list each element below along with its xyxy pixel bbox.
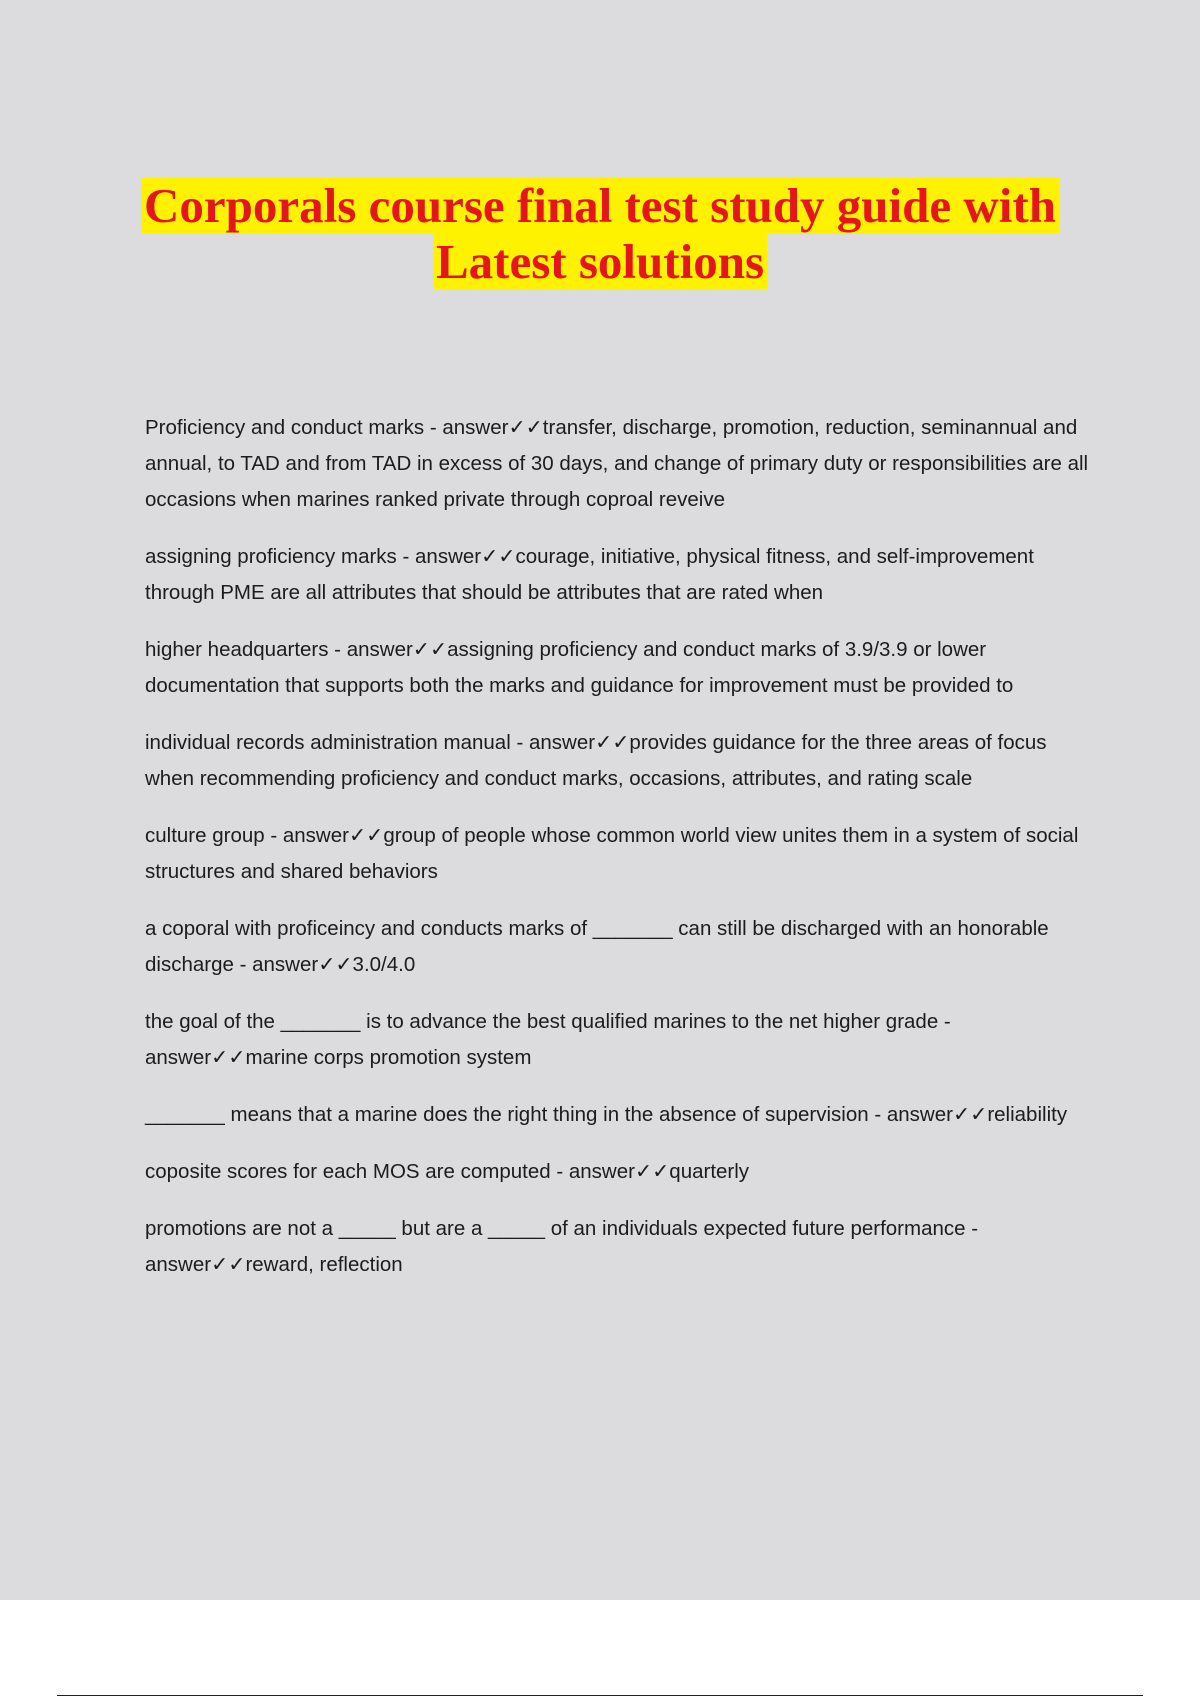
- qa-paragraph-1: Proficiency and conduct marks - answer✓✓transfer, discharge, promotion, reduction, seminannual and annual, to TAD and from TAD in excess of 30 days, and change of primary duty or responsibilities are all occasions when marines ranked private through coproal reveive: [145, 416, 1089, 511]
- footer-divider: [57, 1695, 1143, 1696]
- qa-paragraph-4: individual records administration manual - answer✓✓provides guidance for the three areas of focus when recommending proficiency and conduct marks, occasions, attributes, and rating scale: [145, 731, 1047, 790]
- qa-paragraph-2: assigning proficiency marks - answer✓✓courage, initiative, physical fitness, and self-improvement through PME are all attributes that should be attributes that are rated when: [145, 545, 1034, 604]
- qa-paragraph-10: promotions are not a _____ but are a _____ of an individuals expected future performance - answer✓✓reward, reflection: [145, 1217, 979, 1276]
- qa-paragraph-7: the goal of the _______ is to advance the best qualified marines to the net higher grade - answer✓✓marine corps promotion system: [145, 1010, 951, 1069]
- qa-paragraph-8: _______ means that a marine does the right thing in the absence of supervision - answer✓✓reliability: [145, 1103, 1068, 1126]
- qa-paragraph-6: a coporal with proficeincy and conducts marks of _______ can still be discharged with an honorable discharge - answer✓✓3.0/4.0: [145, 917, 1049, 976]
- qa-paragraph-5: culture group - answer✓✓group of people whose common world view unites them in a system of social structures and shared behaviors: [145, 824, 1079, 883]
- qa-paragraph-9: coposite scores for each MOS are computed - answer✓✓quarterly: [145, 1160, 750, 1183]
- document-body: [145, 410, 1100, 1304]
- document-title: [0, 178, 1200, 290]
- title-line-1: Corporals course final test study guide with: [141, 178, 1059, 233]
- qa-paragraph-3: higher headquarters - answer✓✓assigning proficiency and conduct marks of 3.9/3.9 or lower documentation that supports both the marks and guidance for improvement must be provided to: [145, 638, 1014, 697]
- page-footer-area: [0, 1600, 1200, 1700]
- title-line-2: Latest solutions: [433, 234, 767, 289]
